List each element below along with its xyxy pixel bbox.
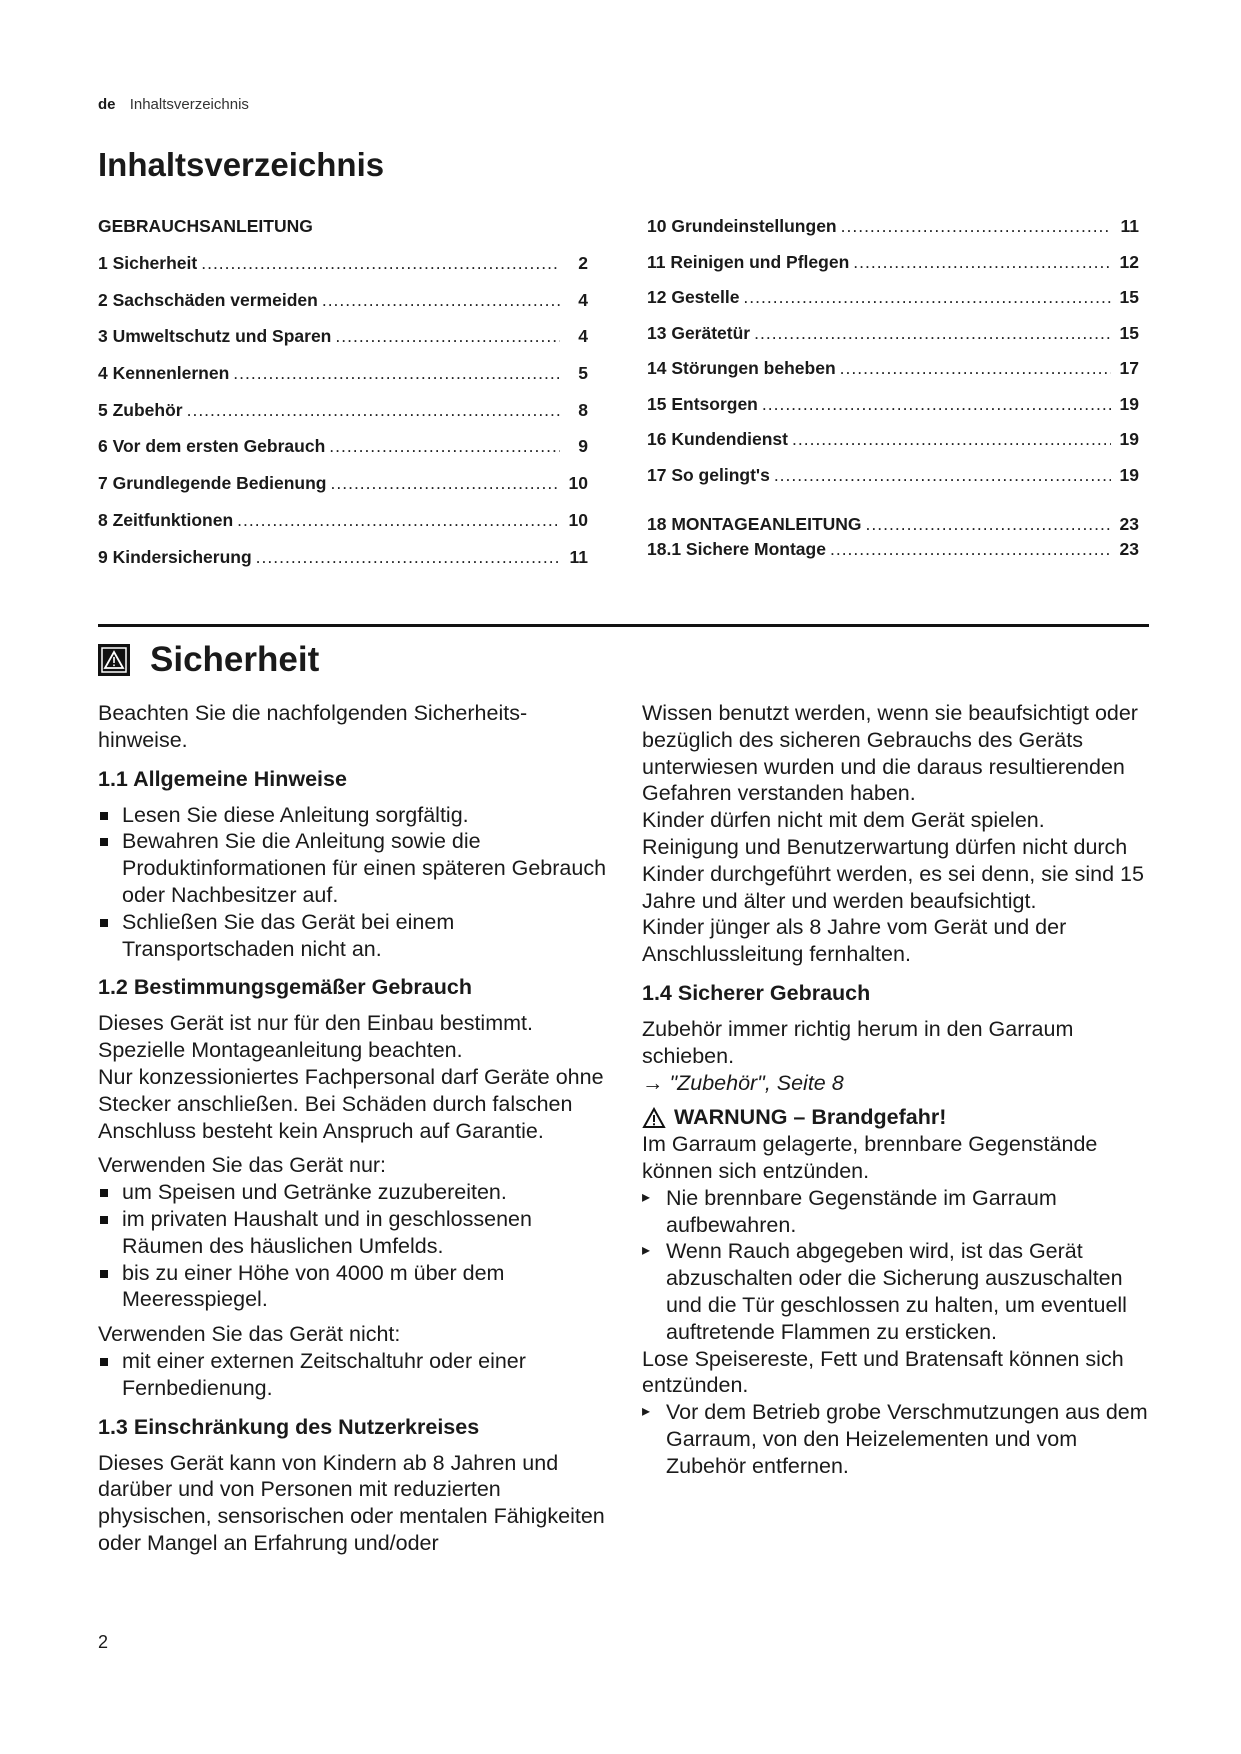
toc-entry-label: 11 Reinigen und Pflegen	[647, 251, 850, 272]
toc-leader-dots	[840, 357, 1111, 379]
toc-leader-dots	[774, 464, 1111, 486]
toc-entry	[647, 322, 1139, 358]
toc-entry-label: 18.1 Sichere Montage	[647, 539, 826, 559]
toc-leader-dots	[743, 286, 1111, 308]
toc-leader-dots	[762, 393, 1111, 415]
bullet-item: bis zu einer Höhe von 4000 m über dem Meeresspiegel.	[98, 1260, 608, 1314]
page-number: 2	[98, 1632, 109, 1652]
toc-leader-dots	[237, 509, 560, 531]
toc-entry	[98, 472, 588, 509]
toc-entry	[647, 251, 1139, 287]
subsection-1-3-title: 1.3 Einschränkung des Nutzerkreises	[98, 1414, 480, 1439]
section-heading	[98, 640, 319, 680]
toc-entry	[98, 509, 588, 546]
toc-entry-page: 15	[1119, 287, 1139, 307]
toc-entry	[98, 546, 588, 583]
toc-entry-page: 10	[568, 509, 588, 530]
cross-reference: → "Zubehör", Seite 8	[642, 1070, 844, 1095]
right-text-column	[642, 700, 1152, 1480]
paragraph: Im Garraum gelagerte, brennbare Gegenstände können sich entzünden.	[642, 1132, 1098, 1183]
toc-entry-label: 5 Zubehör	[98, 399, 183, 420]
toc-entry-label: 17 So gelingt's	[647, 464, 770, 485]
toc-leader-dots	[754, 322, 1111, 344]
toc-entry-label: 15 Entsorgen	[647, 393, 758, 414]
toc-leader-dots	[256, 546, 560, 568]
toc-entry-page: 19	[1119, 393, 1139, 414]
toc-entry	[98, 325, 588, 362]
toc-leader-dots	[335, 325, 560, 347]
toc-entry	[647, 286, 1139, 322]
toc-entry-page: 4	[578, 326, 588, 347]
intro-text: Beachten Sie die nachfolgenden Sicherheits-hinweise.	[98, 701, 528, 752]
toc-leader-dots	[331, 472, 561, 494]
toc-entry-page: 19	[1119, 464, 1139, 485]
toc-entry-page: 11	[569, 546, 588, 567]
toc-entry-page: 23	[1119, 539, 1139, 559]
toc-leader-dots	[322, 289, 560, 311]
subsection-1-1-title: 1.1 Allgemeine Hinweise	[98, 766, 347, 791]
paragraph: Kinder dürfen nicht mit dem Gerät spielen.	[642, 808, 1045, 833]
toc-leader-dots	[187, 399, 560, 421]
toc-entry-label: 8 Zeitfunktionen	[98, 509, 234, 530]
toc-entry	[98, 362, 588, 399]
warning-label: WARNUNG – Brandgefahr!	[674, 1105, 947, 1130]
running-header	[98, 96, 249, 113]
toc-leader-dots	[853, 251, 1111, 273]
toc-entry-label: 4 Kennenlernen	[98, 363, 230, 384]
left-text-column	[98, 700, 608, 1557]
toc-leader-dots	[841, 215, 1111, 237]
warning-triangle-icon	[642, 1107, 666, 1129]
section-divider	[98, 624, 1149, 627]
toc-entry-label: 10 Grundeinstellungen	[647, 216, 837, 236]
toc-title: Inhaltsverzeichnis	[98, 146, 385, 183]
toc-entry-page: 12	[1119, 251, 1139, 272]
toc-leader-dots	[792, 428, 1111, 450]
toc-entry	[647, 215, 1139, 251]
bullet-item: Bewahren Sie die Anleitung sowie die Produktinformationen für einen späteren Gebrauch oder Nachbesitzer auf.	[98, 828, 608, 908]
toc-entry-label: 7 Grundlegende Bedienung	[98, 473, 327, 494]
paragraph: Lose Speisereste, Fett und Bratensaft können sich entzünden.	[642, 1346, 1124, 1398]
toc-entry	[647, 393, 1139, 429]
paragraph: Verwenden Sie das Gerät nicht:	[98, 1322, 401, 1347]
toc-entry	[647, 538, 1139, 563]
toc-heading: GEBRAUCHSANLEITUNG	[98, 216, 313, 236]
toc-leader-dots	[201, 252, 560, 274]
toc-entry-page: 9	[578, 436, 588, 457]
toc-leader-dots	[233, 362, 560, 384]
instruction-step: ▸ Vor dem Betrieb grobe Verschmutzungen aus dem Garraum, von den Heizelementen und vom Zubehör entfernen.	[642, 1399, 1152, 1479]
toc-entry-page: 8	[578, 399, 588, 420]
toc-entry-page: 2	[578, 253, 588, 273]
paragraph: Nur konzessioniertes Fachpersonal darf Geräte ohne Stecker anschließen. Bei Schäden durch falschen Anschluss besteht kein Anspruch auf Garantie.	[98, 1064, 604, 1143]
toc-entry	[98, 252, 588, 289]
toc-entry	[98, 435, 588, 472]
toc-leader-dots	[830, 538, 1111, 560]
toc-entry	[98, 289, 588, 326]
bullet-item: um Speisen und Getränke zuzubereiten.	[98, 1179, 608, 1206]
toc-entry-label: 14 Störungen beheben	[647, 358, 836, 378]
paragraph: Zubehör immer richtig herum in den Garraum schieben.	[642, 1016, 1074, 1068]
toc-entry	[647, 464, 1139, 500]
toc-entry-label: 3 Umweltschutz und Sparen	[98, 326, 332, 347]
header-section: Inhaltsverzeichnis	[129, 96, 249, 113]
toc-entry-page: 15	[1119, 322, 1139, 343]
toc-left-column	[98, 215, 588, 582]
toc-leader-dots	[866, 513, 1111, 535]
toc-entry-label: 6 Vor dem ersten Gebrauch	[98, 436, 326, 457]
toc-entry-page: 17	[1119, 358, 1139, 378]
bullet-item: Lesen Sie diese Anleitung sorgfältig.	[98, 802, 608, 829]
toc-entry	[98, 399, 588, 436]
toc-entry-page: 23	[1119, 514, 1139, 534]
section-title: Sicherheit	[150, 640, 320, 679]
toc-entry-label: 18 MONTAGEANLEITUNG	[647, 514, 862, 534]
instruction-step: ▸ Wenn Rauch abgegeben wird, ist das Gerät abzuschalten oder die Sicherung auszuschalten und die Tür geschlossen zu halten, um eventuell auftretende Flammen zu ersticken.	[642, 1238, 1152, 1345]
bullet-item: Schließen Sie das Gerät bei einem Transportschaden nicht an.	[98, 909, 608, 963]
paragraph: Dieses Gerät kann von Kindern ab 8 Jahren und darüber und von Personen mit reduzierten physischen, sensorischen oder mentalen Fähigkeiten oder Mangel an Erfahrung und/oder	[98, 1450, 605, 1555]
toc-entry-page: 10	[568, 473, 588, 494]
toc-entry-page: 5	[578, 363, 588, 384]
toc-entry-label: 13 Gerätetür	[647, 322, 751, 343]
toc-entry-page: 19	[1119, 429, 1139, 449]
subsection-1-2-title: 1.2 Bestimmungsgemäßer Gebrauch	[98, 975, 472, 1000]
toc-entry-page: 11	[1120, 216, 1139, 236]
toc-entry-label: 12 Gestelle	[647, 287, 740, 307]
instruction-step: ▸ Nie brennbare Gegenstände im Garraum aufbewahren.	[642, 1185, 1152, 1239]
paragraph: Dieses Gerät ist nur für den Einbau bestimmt. Spezielle Montageanleitung beachten.	[98, 1011, 533, 1063]
toc-entry	[647, 513, 1139, 538]
paragraph: Wissen benutzt werden, wenn sie beaufsichtigt oder bezüglich des sicheren Gebrauchs des Geräts unterwiesen wurden und die daraus resultierenden Gefahren verstanden haben.	[642, 701, 1138, 806]
paragraph: Verwenden Sie das Gerät nur:	[98, 1153, 387, 1178]
toc-entry	[647, 357, 1139, 393]
bullet-item: im privaten Haushalt und in geschlossenen Räumen des häuslichen Umfelds.	[98, 1206, 608, 1260]
toc-entry	[647, 428, 1139, 464]
bullet-item: mit einer externen Zeitschaltuhr oder einer Fernbedienung.	[98, 1348, 608, 1402]
toc-entry-label: 16 Kundendienst	[647, 429, 788, 449]
toc-leader-dots	[329, 435, 560, 457]
toc-entry-label: 2 Sachschäden vermeiden	[98, 289, 318, 310]
language-code: de	[98, 96, 116, 113]
toc-entry-label: 1 Sicherheit	[98, 253, 198, 273]
toc-right-column	[647, 215, 1139, 563]
toc-entry-label: 9 Kindersicherung	[98, 546, 252, 567]
paragraph: Reinigung und Benutzerwartung dürfen nicht durch Kinder durchgeführt werden, es sei denn, sie sind 15 Jahre und älter und werden beaufsichtigt.	[642, 834, 1144, 913]
toc-entry-page: 4	[578, 289, 588, 310]
warning-icon	[98, 644, 130, 676]
paragraph: Kinder jünger als 8 Jahre vom Gerät und der Anschlussleitung fernhalten.	[642, 915, 1067, 967]
warning-heading	[642, 1104, 1152, 1131]
subsection-1-4-title: 1.4 Sicherer Gebrauch	[642, 980, 871, 1005]
